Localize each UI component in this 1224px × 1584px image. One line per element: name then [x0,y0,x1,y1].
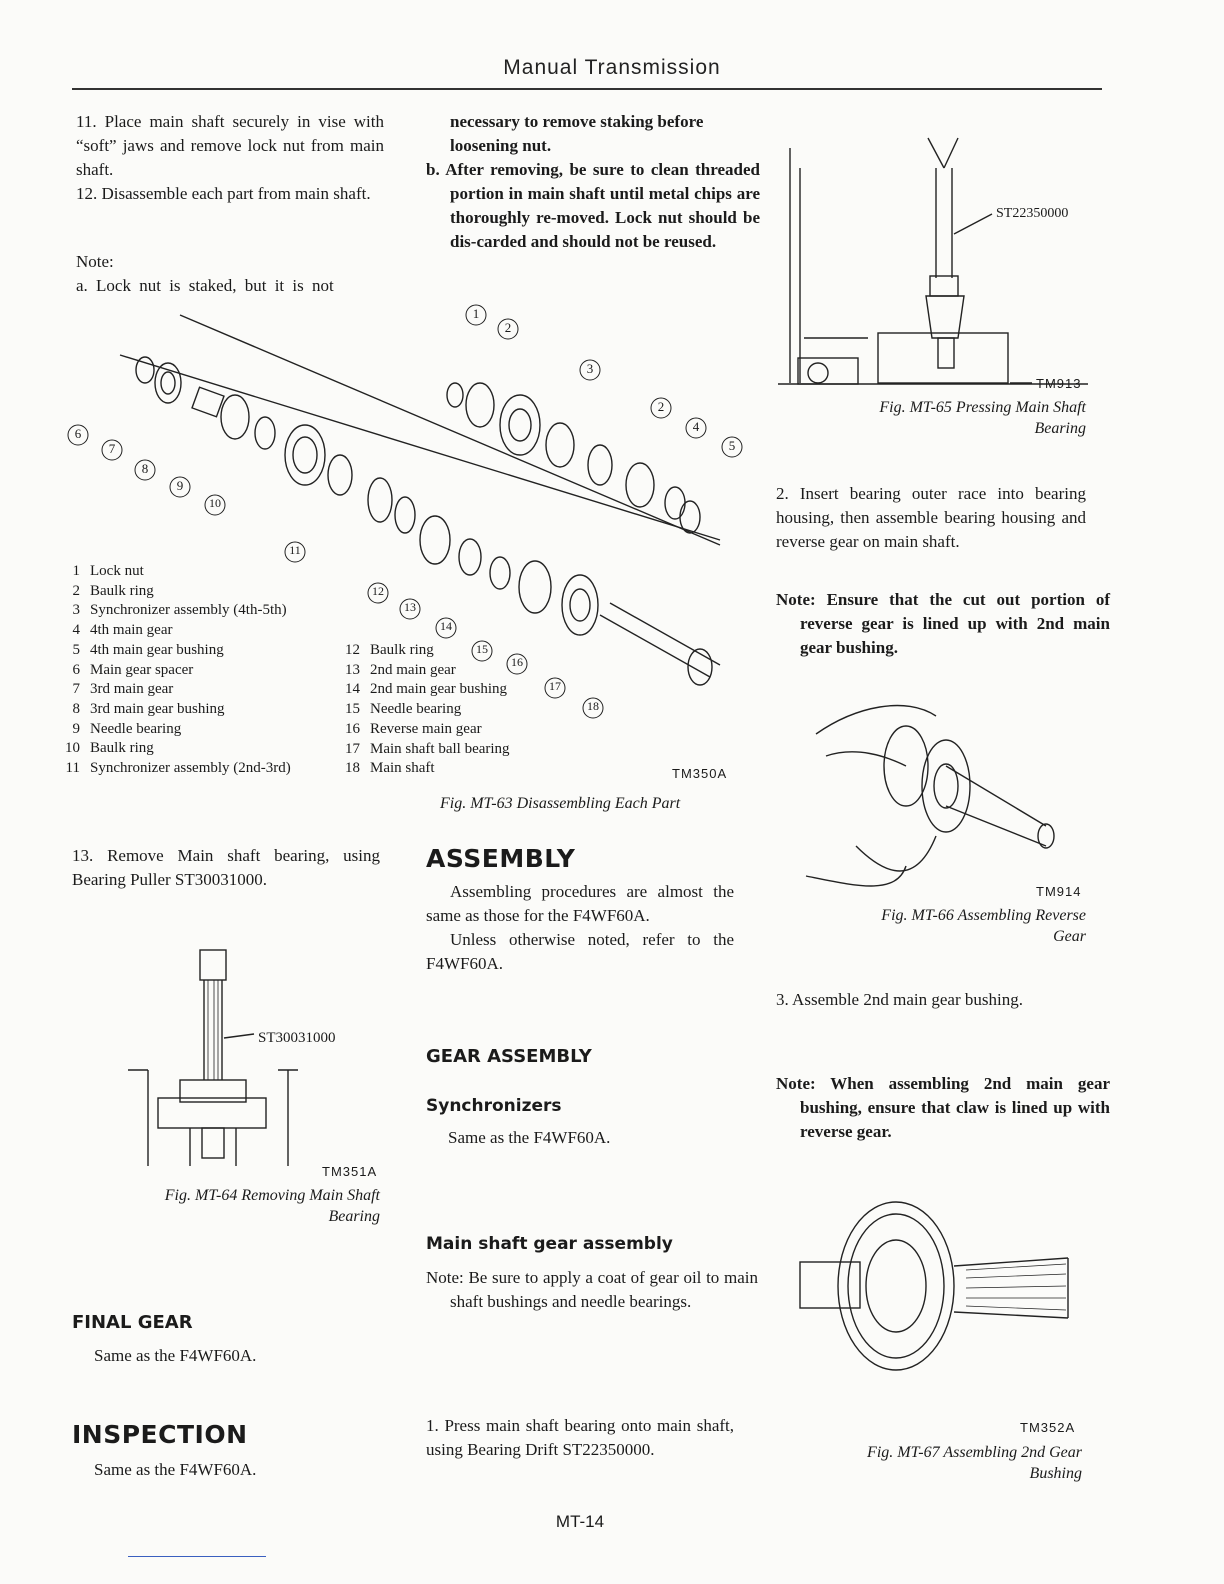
callout-18: 18 [587,699,599,713]
final-gear-heading: FINAL GEAR [72,1312,193,1333]
step-12: 12. Disassemble each part from main shaft. [76,184,371,203]
callout-12: 12 [372,584,384,598]
legend-item: 1 Lock nut [72,563,144,579]
callout-10: 10 [209,496,221,510]
step-3: 3. Assemble 2nd main gear bushing. [776,990,1023,1009]
step-2: 2. Insert bearing outer race into bearing housing, then assemble bearing housing and reverse gear on main shaft. [776,484,1086,551]
footer-link-line [128,1556,266,1557]
legend-item: 13 2nd main gear [345,661,456,678]
fig64-caption-line1: Fig. MT-64 Removing Main Shaft [164,1187,380,1204]
legend-item: 8 3rd main gear bushing [72,700,225,717]
synchronizers-body: Same as the F4WF60A. [448,1128,611,1147]
legend-item: 11 Synchronizer assembly (2nd-3rd) [65,760,291,777]
reverse-gear-drawing [796,686,1086,900]
header-rule [72,88,1102,90]
legend-item: 6 Main gear spacer [72,661,194,678]
bearing-puller-drawing [128,930,388,1180]
note-2: Note: Ensure that the cut out portion of reverse gear is lined up with 2nd main gear bushing. [776,590,1110,657]
note-a-continued: necessary to remove staking before loosening nut. [450,112,704,155]
fig67-caption-line2: Bushing [1029,1465,1082,1482]
callout-7: 7 [108,441,116,456]
fig66-caption-line1: Fig. MT-66 Assembling Reverse [881,907,1086,924]
callout-8: 8 [141,461,149,476]
main-shaft-step-1: 1. Press main shaft bearing onto main shaft, using Bearing Drift ST22350000. [426,1416,734,1459]
fig65-tool-label: ST22350000 [996,206,1069,221]
callout-2: 2 [504,320,512,335]
note-3: Note: When assembling 2nd main gear bushing, ensure that claw is lined up with reverse gear. [776,1074,1110,1141]
inspection-body: Same as the F4WF60A. [94,1460,257,1479]
legend-item: 12 Baulk ring [345,642,434,658]
main-shaft-gear-assembly-heading: Main shaft gear assembly [426,1234,673,1254]
fig67-code: TM352A [1020,1420,1076,1435]
callout-14: 14 [440,619,452,633]
fig64-tool-label: ST30031000 [258,1030,336,1046]
fig64-code: TM351A [322,1164,378,1179]
legend-item: 4 4th main gear [72,622,173,639]
inspection-heading: INSPECTION [72,1420,248,1449]
legend-item: 18 Main shaft [345,760,435,777]
fig63-caption: Fig. MT-63 Disassembling Each Part [440,795,681,812]
callout-16: 16 [511,655,523,669]
callout-13: 13 [404,600,416,614]
fig66-code: TM914 [1036,884,1082,899]
callout-6: 6 [74,426,82,441]
legend-item: 9 Needle bearing [72,720,182,737]
fig65-caption-line2: Bearing [1034,420,1086,437]
legend-item: 2 Baulk ring [72,582,154,599]
step-11: 11. Place main shaft securely in vise with “soft” jaws and remove lock nut from main shaft. [76,112,384,179]
fig67-caption-line1: Fig. MT-67 Assembling 2nd Gear [867,1444,1082,1461]
legend-right [342,641,582,779]
legend-item: 17 Main shaft ball bearing [345,740,510,757]
assembly-heading: ASSEMBLY [426,844,576,873]
callout-3: 3 [586,361,594,376]
final-gear-body: Same as the F4WF60A. [94,1346,257,1365]
main-shaft-note: Note: Be sure to apply a coat of gear oil to main shaft bushings and needle bearings. [426,1268,758,1311]
synchronizers-heading: Synchronizers [426,1096,562,1116]
fig66-caption-line2: Gear [1053,928,1086,945]
note-label: Note: [76,252,114,271]
callout-11: 11 [289,543,301,557]
note-b: b. After removing, be sure to clean threaded portion in main shaft until metal chips are thoroughly re-moved. Lock nut should be dis-carded and should not be reused. [426,160,760,251]
legend-item: 7 3rd main gear [72,681,174,698]
legend-item: 3 Synchronizer assembly (4th-5th) [72,602,287,619]
callout-1: 1 [472,306,480,321]
callout-2b: 2 [657,399,665,414]
second-gear-bushing-drawing [786,1196,1076,1376]
callout-17: 17 [549,679,561,693]
assembly-paragraph-2: Unless otherwise noted, refer to the F4WF60A. [426,930,734,973]
legend-item: 5 4th main gear bushing [72,641,224,658]
callout-9: 9 [176,478,184,493]
legend-item: 16 Reverse main gear [345,720,482,737]
callout-4: 4 [692,419,700,434]
step-13: 13. Remove Main shaft bearing, using Bearing Puller ST30031000. [72,846,380,889]
page-number: MT-14 [555,1512,605,1531]
fig63-code: TM350A [672,766,728,781]
press-drawing [778,118,1088,394]
note-a: a. Lock nut is staked, but it is not [76,276,334,295]
page-header: Manual Transmission [503,56,721,79]
fig65-code: TM913 [1036,376,1082,391]
gear-assembly-heading: GEAR ASSEMBLY [426,1046,592,1067]
assembly-paragraph-1: Assembling procedures are almost the same as those for the F4WF60A. [426,882,734,925]
fig64-caption-line2: Bearing [328,1208,380,1225]
legend-item: 14 2nd main gear bushing [345,681,508,698]
legend-left [62,562,362,779]
fig65-caption-line1: Fig. MT-65 Pressing Main Shaft [879,399,1086,416]
legend-item: 15 Needle bearing [345,701,462,718]
legend-item: 10 Baulk ring [65,740,154,757]
callout-5: 5 [728,438,736,453]
callout-15: 15 [476,642,488,656]
